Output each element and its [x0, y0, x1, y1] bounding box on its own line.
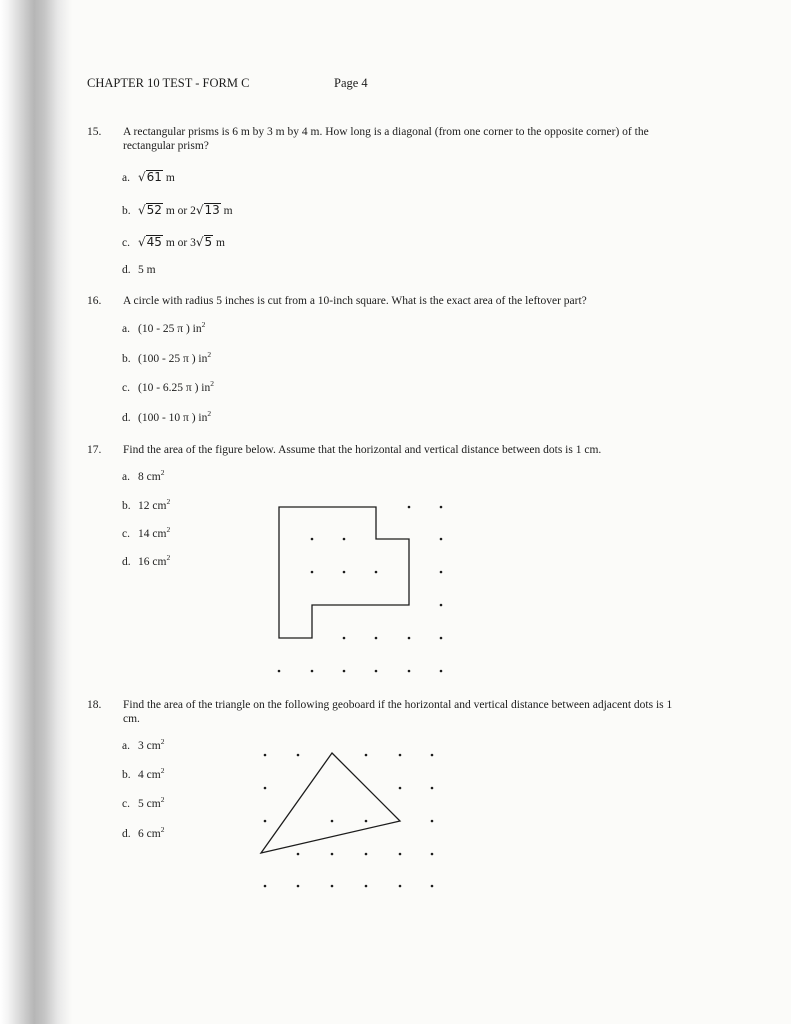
option-17c: c. 14 $cm^2$: [122, 525, 171, 540]
grid-dots: [278, 506, 443, 673]
triangle: [261, 753, 400, 853]
option-18c: c. 5 $cm^2$: [122, 795, 165, 810]
page-number: Page 4: [334, 76, 368, 90]
option-17d: d. 16 $cm^2$: [122, 553, 171, 568]
option-18a: a. 3 $cm^2$: [122, 737, 165, 752]
option-17b: b. 12 $cm^2$: [122, 497, 171, 512]
question-number: 18.: [87, 699, 102, 711]
question-text: A circle with radius 5 inches is cut from a 10-inch square. What is the exact area of the leftover part?: [123, 295, 587, 307]
option-16c: c. (10 - 6.25 π ) $in^2$: [122, 379, 214, 394]
page-header: [87, 76, 607, 96]
option-15d: d. 5 m: [122, 264, 156, 276]
question-text: Find the area of the triangle on the following geoboard if the horizontal and vertical distance between adjacent dots is 1 cm.: [123, 699, 673, 725]
option-18b: b. 4 $cm^2$: [122, 766, 165, 781]
question-text: A rectangular prisms is 6 m by 3 m by 4 m. How long is a diagonal (from one corner to the opposite corner) of the rectangular prism?: [123, 126, 649, 152]
option-15b: b. √52 m or 2√13 m: [122, 203, 233, 217]
option-16d: d. (100 - 10 π ) $in^2$: [122, 409, 212, 424]
question-number: 16.: [87, 295, 102, 307]
option-17a: a. 8 $cm^2$: [122, 468, 165, 483]
question-text: Find the area of the figure below. Assume that the horizontal and vertical distance between dots is 1 cm.: [123, 444, 602, 456]
option-15c: c. √45 m or 3√5 m: [122, 235, 225, 249]
option-18d: d. 6 $cm^2$: [122, 825, 165, 840]
scan-binding-shadow: [0, 0, 72, 1024]
chapter-title: CHAPTER 10 TEST - FORM C: [87, 76, 250, 90]
option-16a: a. (10 - 25 π ) $in^2$: [122, 320, 206, 335]
option-15a: a. √61 m: [122, 170, 175, 184]
question-number: 15.: [87, 126, 102, 138]
question-number: 17.: [87, 444, 102, 456]
dot-grid-figure-17: [262, 495, 462, 680]
option-16b: b. (100 - 25 π ) $in^2$: [122, 350, 212, 365]
geoboard-figure-18: [250, 745, 450, 895]
geoboard-dots: [264, 754, 434, 888]
